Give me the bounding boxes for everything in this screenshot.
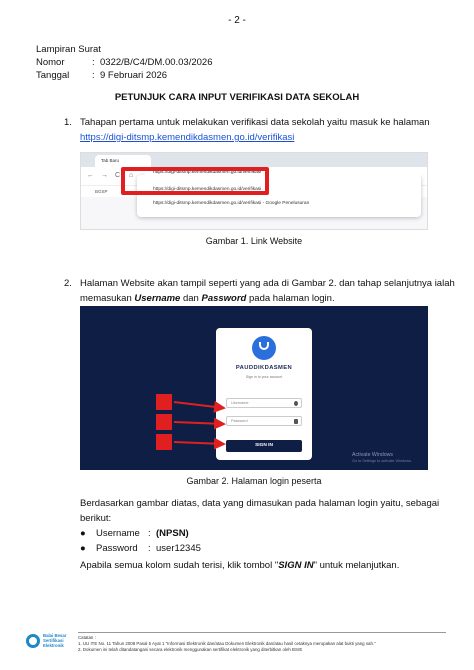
browser-screenshot (80, 152, 428, 230)
password-placeholder: Password (231, 419, 248, 423)
login-screenshot (80, 306, 428, 470)
tanggal-label: Tanggal (36, 70, 70, 81)
step2-number: 2. (64, 278, 72, 289)
browser-tab-bar (81, 153, 428, 167)
windows-watermark: Activate Windows (352, 452, 393, 458)
footer-note-1: 1. UU ITE No. 11 Tahun 2008 Pasal 5 Ayat 1 "Informasi Elektronik dan/atau Dokumen Elektronik dan/atau hasil cetaknya merupakan alat bukti yang sah." (78, 641, 376, 646)
nomor-colon: : (92, 57, 95, 68)
address-bar[interactable]: https://digi-ditsmp.kemendikdasmen.go.id/verifikasi (145, 167, 421, 179)
bullet-icon: ● (80, 543, 86, 554)
field-colon: : (148, 543, 151, 554)
tanggal-row (36, 70, 167, 83)
explain-line1: Berdasarkan gambar diatas, data yang dimasukan pada halaman login yaitu, sebagai (80, 498, 440, 509)
sign-in-button[interactable]: SIGN IN (226, 440, 302, 452)
closing-post: " untuk melanjutkan. (313, 560, 400, 571)
field-label: Username (96, 528, 140, 539)
back-icon[interactable]: ← (87, 172, 94, 179)
annotation-arrows (80, 306, 428, 470)
windows-watermark-sub: Go to Settings to activate Windows. (352, 459, 412, 463)
arrow-signin (174, 442, 224, 444)
step2-text: dan (180, 293, 202, 304)
highlight-box (121, 167, 269, 195)
nomor-row (36, 57, 213, 70)
forward-icon[interactable]: → (101, 172, 108, 179)
arrow-username (174, 402, 224, 408)
reload-icon[interactable]: C (115, 172, 121, 179)
field-item-username (80, 528, 189, 541)
nomor-label: Nomor (36, 57, 65, 68)
caption-figure-2: Gambar 2. Halaman login peserta (186, 476, 322, 486)
closing-text (80, 558, 460, 573)
username-term: Username (134, 293, 181, 304)
password-term: Password (201, 293, 247, 304)
lampiran-label: Lampiran Surat (36, 44, 101, 55)
bullet-icon: ● (80, 528, 86, 539)
bsre-logo-text: Balai Besar Sertifikasi Elektronik (43, 633, 67, 648)
nomor-value: 0322/B/C4/DM.00.03/2026 (100, 57, 213, 68)
footer-note-2: 2. Dokumen ini telah ditandatangani secara elektronik menggunakan sertifikat elektronik yang diterbitkan oleh BSrE (78, 647, 303, 652)
browser-tab[interactable]: Tab Baru (95, 155, 151, 167)
username-placeholder: Username (231, 401, 249, 405)
step1-number: 1. (64, 117, 72, 128)
arrow-password (174, 422, 224, 424)
field-colon: : (148, 528, 151, 539)
login-brand: PAUDDIKDASMEN (235, 365, 293, 371)
tanggal-value: 9 Februari 2026 (100, 70, 168, 81)
field-value: (NPSN) (156, 528, 189, 539)
field-value: user12345 (156, 543, 201, 554)
page-number: - 2 - (228, 15, 246, 26)
suggestion-item[interactable]: https://digi-ditsmp.kemendikdasmen.go.id/verifikasi (153, 187, 262, 192)
footer-notes (78, 632, 446, 653)
caption-figure-1: Gambar 1. Link Website (205, 236, 303, 246)
field-label: Password (96, 543, 138, 554)
document-title: PETUNJUK CARA INPUT VERIFIKASI DATA SEKOLAH (114, 92, 360, 103)
field-item-password (80, 543, 201, 556)
bsre-logo-icon (26, 634, 40, 648)
step2-text: memasukan (80, 293, 135, 304)
footer-catatan: Catatan : (78, 635, 96, 640)
bookmark-item[interactable]: BGSP (95, 189, 108, 194)
tanggal-colon: : (92, 70, 95, 81)
step1-text: Tahapan pertama untuk melakukan verifikasi data sekolah yaitu masuk ke halaman (80, 117, 430, 128)
login-subtitle: Sign in to your account (245, 375, 283, 379)
bsre-logo (26, 632, 76, 656)
home-icon[interactable]: ⌂ (129, 172, 134, 179)
closing-bold: SIGN IN (278, 560, 314, 571)
step2-line2 (80, 291, 460, 306)
verifikasi-link[interactable]: https://digi-ditsmp.kemendikdasmen.go.id/verifikasi (80, 132, 295, 143)
suggestion-item[interactable]: https://digi-ditsmp.kemendikdasmen.go.id/verifikasi - Google Penelusuran (153, 201, 310, 206)
explain-line2: berikut: (80, 513, 112, 524)
step2-text: pada halaman login. (246, 293, 335, 304)
step2-line1: Halaman Website akan tampil seperti yang ada di Gambar 2. dan tahap selanjutnya ialah (80, 278, 455, 289)
closing-pre: Apabila semua kolom sudah terisi, klik tombol " (80, 560, 279, 571)
